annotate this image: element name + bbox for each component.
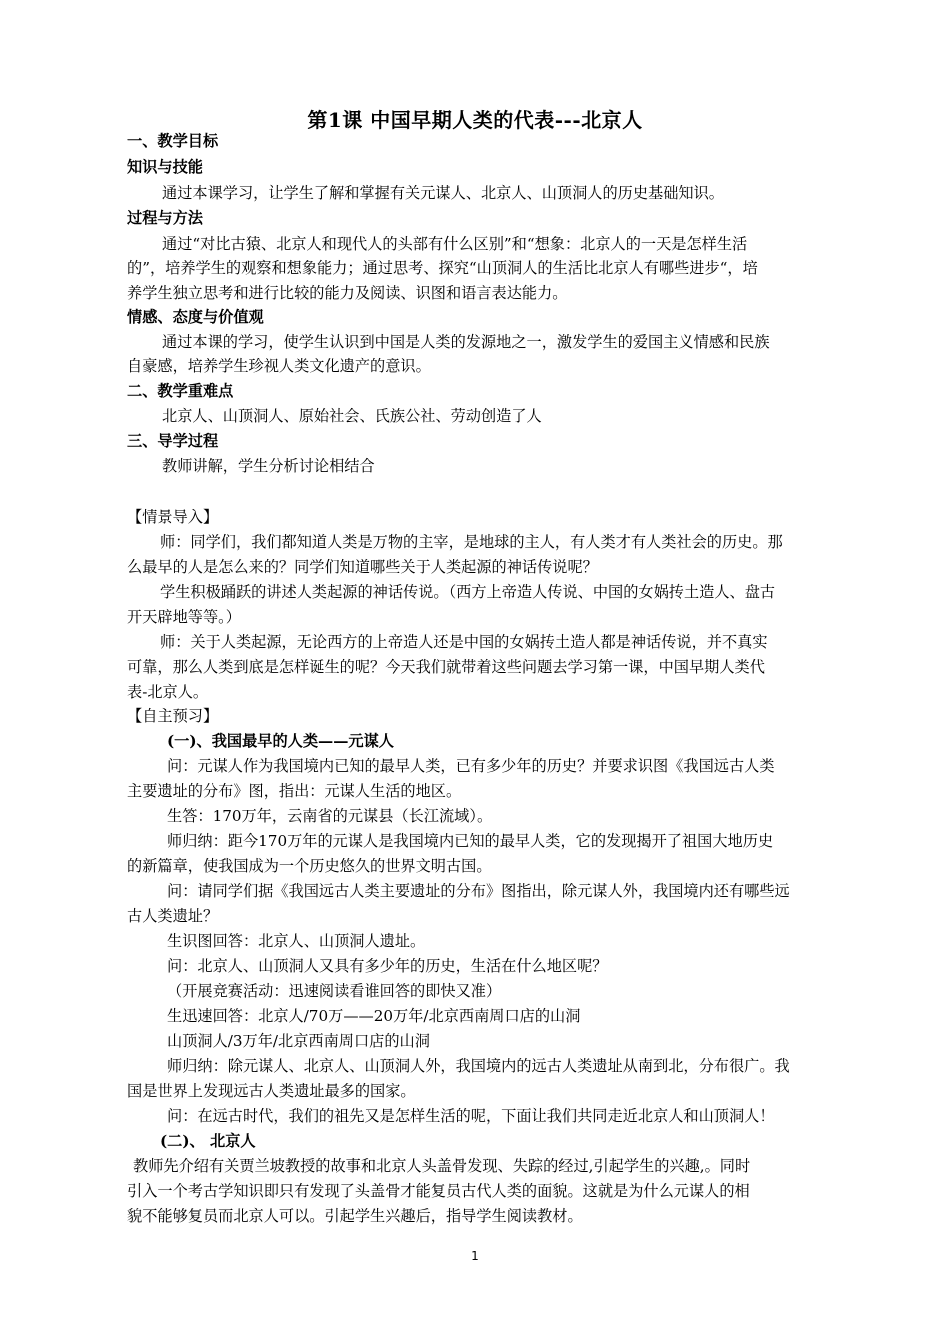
paragraph-line: 自豪感，培养学生珍视人类文化遗产的意识。	[127, 357, 431, 375]
paragraph-line: 教师讲解，学生分析讨论相结合	[162, 457, 375, 475]
paragraph-line: 师：同学们，我们都知道人类是万物的主宰，是地球的主人，有人类才有人类社会的历史。那	[160, 533, 783, 551]
paragraph-line: 师归纳：距今170万年的元谋人是我国境内已知的最早人类，它的发现揭开了祖国大地历史	[167, 832, 774, 850]
subheading-process-method: 过程与方法	[127, 209, 203, 227]
paragraph-line: 生答：170万年，云南省的元谋县（长江流域）。	[167, 807, 493, 825]
paragraph-line: 山顶洞人/3万年/北京西南周口店的山洞	[167, 1032, 430, 1050]
paragraph-line: 古人类遗址？	[127, 907, 219, 925]
paragraph-line: 通过本课的学习，使学生认识到中国是人类的发源地之一，激发学生的爱国主义情感和民族	[162, 333, 770, 351]
section-label-intro: 【情景导入】	[127, 508, 219, 526]
paragraph-line: 养学生独立思考和进行比较的能力及阅读、识图和语言表达能力。	[127, 284, 568, 302]
paragraph-line: 的”，培养学生的观察和想象能力；通过思考、探究“山顶洞人的生活比北京人有哪些进步“，培	[127, 259, 758, 277]
paragraph-line: 问：元谋人作为我国境内已知的最早人类，已有多少年的历史？并要求识图《我国远古人类	[167, 757, 775, 775]
paragraph-line: 北京人、山顶洞人、原始社会、氏族公社、劳动创造了人	[162, 407, 542, 425]
paragraph-line: 生识图回答：北京人、山顶洞人遗址。	[167, 932, 426, 950]
paragraph-line: 主要遗址的分布》图，指出：元谋人生活的地区。	[127, 782, 462, 800]
page-title: 第1课 中国早期人类的代表---北京人	[307, 108, 643, 132]
paragraph-line: 师归纳：除元谋人、北京人、山顶洞人外，我国境内的远古人类遗址从南到北，分布很广。我	[167, 1057, 790, 1075]
paragraph-line: 通过“对比古猿、北京人和现代人的头部有什么区别”和“想象：北京人的一天是怎样生活	[162, 235, 748, 253]
page-number: 1	[471, 1249, 479, 1263]
paragraph-line: 的新篇章，使我国成为一个历史悠久的世界文明古国。	[127, 857, 492, 875]
heading-key-points: 二、教学重难点	[127, 382, 234, 400]
paragraph-line: 貌不能够复员而北京人可以。引起学生兴趣后，指导学生阅读教材。	[127, 1207, 583, 1225]
paragraph-line: 学生积极踊跃的讲述人类起源的神话传说。（西方上帝造人传说、中国的女娲抟土造人、盘古	[160, 583, 776, 601]
paragraph-line: 教师先介绍有关贾兰坡教授的故事和北京人头盖骨发现、失踪的经过,引起学生的兴趣,。同时	[133, 1157, 751, 1175]
paragraph-line: 问：北京人、山顶洞人又具有多少年的历史，生活在什么地区呢？	[167, 957, 608, 975]
paragraph-line: （开展竞赛活动：迅速阅读看谁回答的即快又准）	[167, 982, 502, 1000]
paragraph-line: 生迅速回答：北京人/70万——20万年/北京西南周口店的山洞	[167, 1007, 581, 1025]
paragraph-line: 可靠，那么人类到底是怎样诞生的呢？今天我们就带着这些问题去学习第一课，中国早期人类代	[127, 658, 765, 676]
section-label-preview: 【自主预习】	[127, 707, 219, 725]
paragraph-line: 开天辟地等等。）	[127, 608, 241, 626]
subsection-title-beijing: (二)、 北京人	[160, 1132, 256, 1150]
paragraph-line: 么最早的人是怎么来的？同学们知道哪些关于人类起源的神话传说呢？	[127, 558, 598, 576]
paragraph-line: 通过本课学习，让学生了解和掌握有关元谋人、北京人、山顶洞人的历史基础知识。	[162, 184, 724, 202]
subheading-emotion-values: 情感、态度与价值观	[127, 308, 264, 326]
paragraph-line: 国是世界上发现远古人类遗址最多的国家。	[127, 1082, 416, 1100]
paragraph-line: 问：请同学们据《我国远古人类主要遗址的分布》图指出，除元谋人外，我国境内还有哪些远	[167, 882, 790, 900]
heading-teaching-goals: 一、教学目标	[127, 132, 219, 150]
paragraph-line: 引入一个考古学知识即只有发现了头盖骨才能复员古代人类的面貌。这就是为什么元谋人的相	[127, 1182, 750, 1200]
paragraph-line: 问：在远古时代，我们的祖先又是怎样生活的呢，下面让我们共同走近北京人和山顶洞人！	[167, 1107, 775, 1125]
paragraph-line: 师：关于人类起源，无论西方的上帝造人还是中国的女娲抟土造人都是神话传说，并不真实	[160, 633, 768, 651]
heading-guided-process: 三、导学过程	[127, 432, 219, 450]
paragraph-line: 表-北京人。	[127, 683, 209, 701]
subheading-knowledge-skills: 知识与技能	[127, 158, 203, 176]
subsection-title-yuanmou: (一)、我国最早的人类——元谋人	[167, 732, 394, 750]
